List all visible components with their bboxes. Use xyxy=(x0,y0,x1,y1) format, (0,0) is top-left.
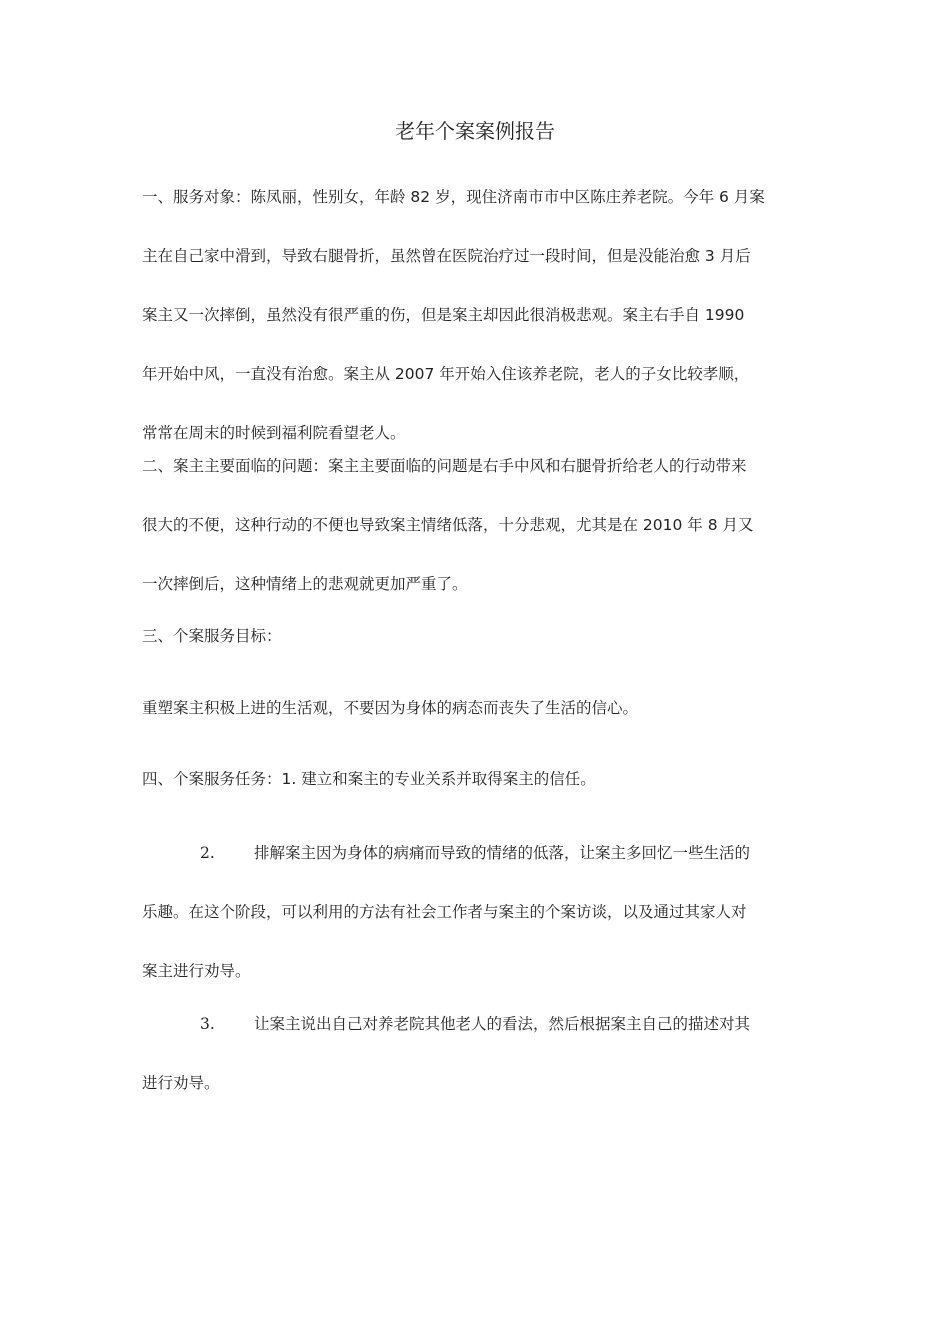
section4-heading: 四、个案服务任务：1. 建立和案主的专业关系并取得案主的信任。 xyxy=(142,770,596,788)
section1-line-4: 年开始中风，一直没有治愈。案主从 2007 年开始入住该养老院，老人的子女比较孝顺， xyxy=(142,365,750,383)
document-title: 老年个案案例报告 xyxy=(395,119,555,143)
section-service-target xyxy=(142,168,822,463)
section1-line-2: 主在自己家中滑到，导致右腿骨折，虽然曾在医院治疗过一段时间，但是没能治愈 3 月后 xyxy=(142,247,751,265)
section2-line-2: 很大的不便，这种行动的不便也导致案主情绪低落，十分悲观，尤其是在 2010 年 8 月又 xyxy=(142,516,754,534)
task-item-3 xyxy=(142,995,822,1113)
section1-line-5: 常常在周末的时候到福利院看望老人。 xyxy=(142,424,406,442)
section-service-goal-body xyxy=(142,679,822,738)
task2-line-3: 案主进行劝导。 xyxy=(142,962,251,980)
task2-number: 2. xyxy=(200,844,215,862)
section1-line-1: 一、服务对象：陈凤丽，性别女，年龄 82 岁，现住济南市市中区陈庄养老院。今年 6 月案 xyxy=(142,188,765,206)
section3-heading: 三、个案服务目标： xyxy=(142,627,282,645)
section2-line-3: 一次摔倒后，这种情绪上的悲观就更加严重了。 xyxy=(142,575,468,593)
task2-line-1 xyxy=(142,824,822,883)
task3-line-1-text: 让案主说出自己对养老院其他老人的看法，然后根据案主自己的描述对其 xyxy=(254,1015,751,1033)
section-service-goal xyxy=(142,607,822,666)
task3-line-1 xyxy=(142,995,822,1054)
section2-line-1: 二、案主主要面临的问题：案主主要面临的问题是右手中风和右腿骨折给老人的行动带来 xyxy=(142,457,747,475)
task2-line-1-text: 排解案主因为身体的病痛而导致的情绪的低落，让案主多回忆一些生活的 xyxy=(254,844,751,862)
task3-line-2: 进行劝导。 xyxy=(142,1074,220,1092)
task-item-2 xyxy=(142,824,822,1001)
section3-body: 重塑案主积极上进的生活观，不要因为身体的病态而丧失了生活的信心。 xyxy=(142,699,639,717)
section-main-problems xyxy=(142,437,822,614)
task2-line-2: 乐趣。在这个阶段，可以利用的方法有社会工作者与案主的个案访谈，以及通过其家人对 xyxy=(142,903,747,921)
task3-number: 3. xyxy=(200,1015,215,1033)
section1-line-3: 案主又一次摔倒，虽然没有很严重的伤，但是案主却因此很消极悲观。案主右手自 1990 xyxy=(142,306,745,324)
section-service-tasks xyxy=(142,750,822,809)
